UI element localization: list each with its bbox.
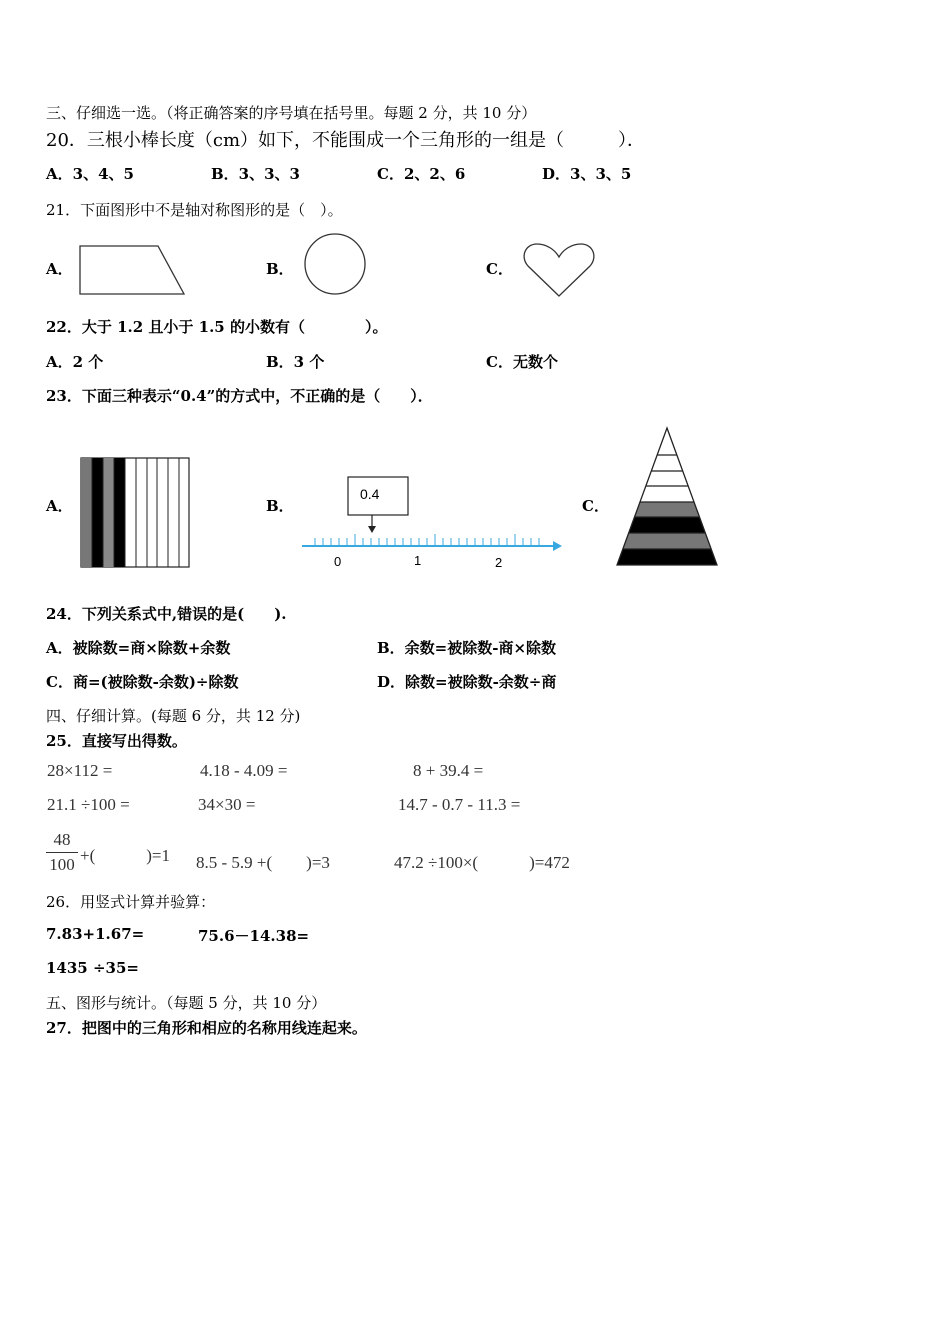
q22-option-a: A．2 个	[46, 353, 104, 371]
q23-stem: 23．下面三种表示“0.4”的方式中，不正确的是（ ）．	[46, 387, 433, 405]
circle-figure	[303, 233, 369, 297]
section-4-heading: 四、仔细计算。(每题 6 分，共 12 分)	[46, 707, 301, 725]
calc-r1-c2: 4.18 - 4.09 =	[200, 761, 288, 780]
q24-option-c: C．商=(被除数-余数)÷除数	[46, 673, 239, 691]
q25-stem: 25．直接写出得数。	[46, 732, 187, 750]
grid-bar-figure	[80, 457, 192, 569]
calc-r3-c3: 47.2 ÷100×( )=472	[394, 853, 570, 872]
q21-option-c: C．	[486, 260, 513, 278]
q26-item-2: 75.6－14.38=	[198, 927, 310, 945]
fraction-denominator: 100	[49, 855, 75, 874]
q20-option-c: C．2、2、6	[377, 165, 466, 183]
section-3-heading: 三、仔细选一选。（将正确答案的序号填在括号里。每题 2 分，共 10 分）	[46, 104, 537, 122]
trapezoid-figure	[78, 244, 188, 298]
calc-r2-c2: 34×30 =	[198, 795, 256, 814]
q26-item-3: 1435 ÷35=	[46, 959, 139, 977]
q20-option-d: D．3、3、5	[542, 165, 632, 183]
ruler-label-2: 2	[495, 555, 503, 570]
q23-option-c: C．	[582, 497, 609, 515]
ruler-label-0: 0	[334, 554, 342, 569]
q26-stem: 26．用竖式计算并验算：	[46, 893, 216, 911]
q24-option-b: B．余数=被除数-商×除数	[377, 639, 557, 657]
q22-stem: 22．大于 1.2 且小于 1.5 的小数有（ ）。	[46, 318, 388, 336]
q20-option-b: B．3、3、3	[211, 165, 300, 183]
q22-option-c: C．无数个	[486, 353, 558, 371]
calc-r2-c3: 14.7 - 0.7 - 11.3 =	[398, 795, 521, 814]
calc-r1-c3: 8 + 39.4 =	[413, 761, 484, 780]
q20-stem: 20．三根小棒长度（cm）如下，不能围成一个三角形的一组是（ ）．	[46, 130, 646, 151]
q26-item-1: 7.83+1.67=	[46, 925, 145, 943]
q21-option-b: B．	[266, 260, 294, 278]
triangle-stripes-figure	[612, 426, 722, 570]
fraction-numerator: 48	[53, 830, 71, 849]
number-line-box-label: 0.4	[360, 486, 380, 502]
calc-r3-c1: +( )=1	[80, 846, 170, 865]
q27-stem: 27．把图中的三角形和相应的名称用线连起来。	[46, 1019, 367, 1037]
calc-r2-c1: 21.1 ÷100 =	[47, 795, 130, 814]
q21-stem: 21．下面图形中不是轴对称图形的是（ ）。	[46, 201, 343, 219]
q20-option-a: A．3、4、5	[46, 165, 134, 183]
q22-option-b: B．3 个	[266, 353, 325, 371]
fraction-48-100	[46, 830, 78, 875]
q23-option-a: A．	[46, 497, 73, 515]
q23-option-b: B．	[266, 497, 294, 515]
heart-figure	[523, 240, 597, 300]
q24-stem: 24．下列关系式中,错误的是( ).	[46, 605, 287, 623]
section-5-heading: 五、图形与统计。（每题 5 分，共 10 分）	[46, 994, 327, 1012]
q21-option-a: A．	[46, 260, 73, 278]
ruler-label-1: 1	[414, 553, 422, 568]
q24-option-d: D．除数=被除数-余数÷商	[377, 673, 557, 691]
q24-option-a: A．被除数=商×除数+余数	[46, 639, 231, 657]
calc-r1-c1: 28×112 =	[47, 761, 113, 780]
calc-r3-c2: 8.5 - 5.9 +( )=3	[196, 853, 330, 872]
